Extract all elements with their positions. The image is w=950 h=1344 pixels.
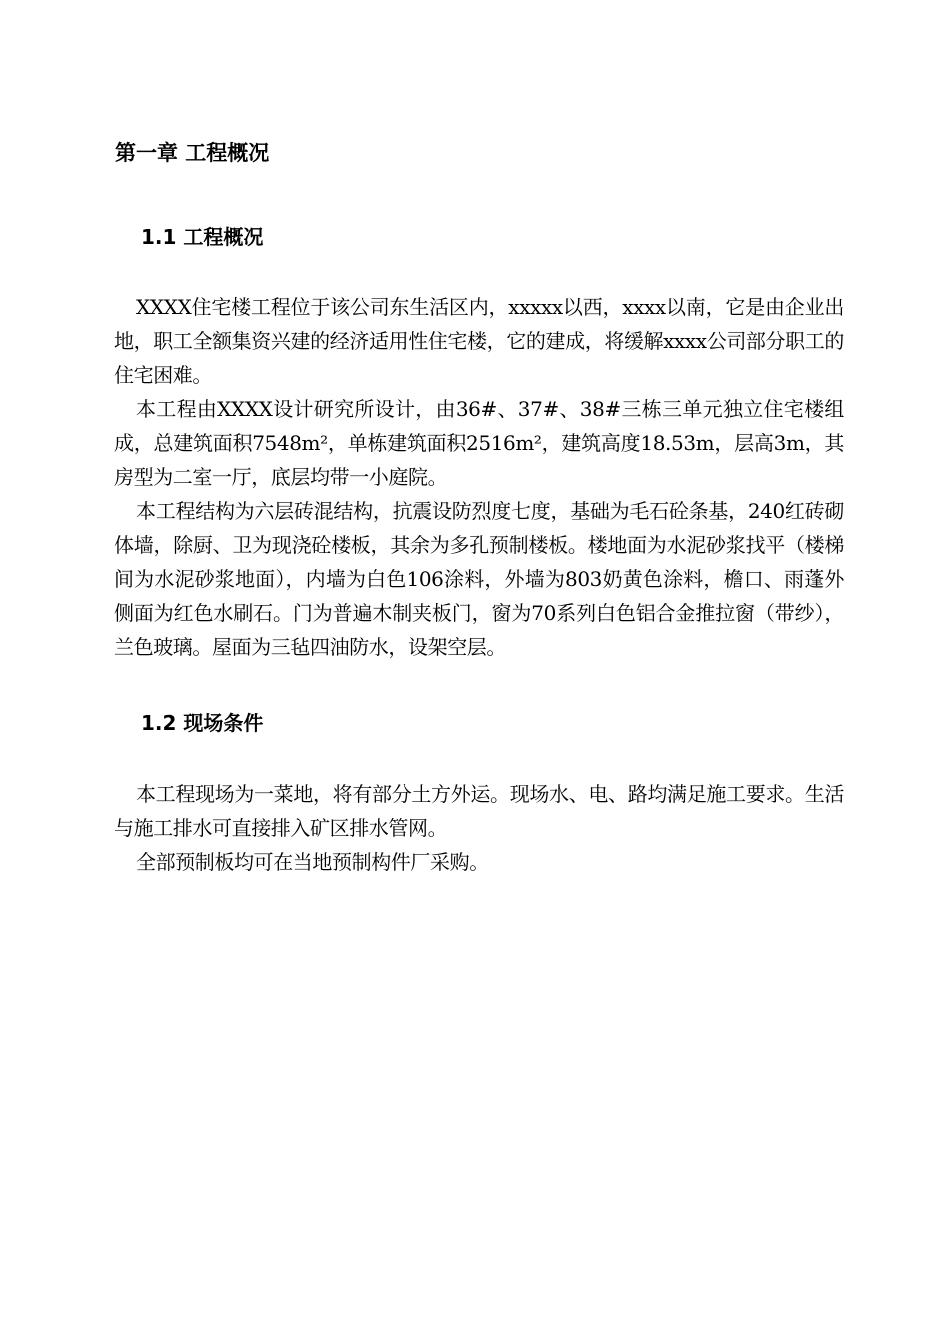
section-body-site-conditions	[114, 777, 844, 879]
paragraph-site-conditions: 本工程现场为一菜地，将有部分土方外运。现场水、电、路均满足施工要求。生活与施工排水可直接排入矿区排水管网。	[114, 782, 844, 840]
paragraph-precast-supply: 全部预制板均可在当地预制构件厂采购。	[136, 850, 489, 874]
paragraph-structure-and-finishes: 本工程结构为六层砖混结构，抗震设防烈度七度，基础为毛石砼条基，240红砖砌体墙，除厨、卫为现浇砼楼板，其余为多孔预制楼板。楼地面为水泥砂浆找平（楼梯间为水泥砂浆地面），内墙为白色106涂料，外墙为803奶黄色涂料，檐口、雨蓬外侧面为红色水刷石。门为普遍木制夹板门，窗为70系列白色铝合金推拉窗（带纱），兰色玻璃。屋面为三毡四油防水，设架空层。	[114, 499, 844, 659]
paragraph-project-location: XXXX住宅楼工程位于该公司东生活区内，xxxxx以西，xxxx以南，它是由企业出地，职工全额集资兴建的经济适用性住宅楼，它的建成，将缓解xxxx公司部分职工的住宅困难。	[114, 295, 844, 387]
section-body-project-overview	[114, 290, 844, 664]
paragraph-design-and-area: 本工程由XXXX设计研究所设计，由36#、37#、38#三栋三单元独立住宅楼组成，总建筑面积7548m²，单栋建筑面积2516m²，建筑高度18.53m，层高3m，其房型为二室一厅，底层均带一小庭院。	[114, 397, 844, 489]
chapter-title: 第一章 工程概况	[115, 141, 270, 165]
section-title-site-conditions: 1.2 现场条件	[141, 711, 264, 735]
section-title-project-overview: 1.1 工程概况	[141, 225, 264, 249]
